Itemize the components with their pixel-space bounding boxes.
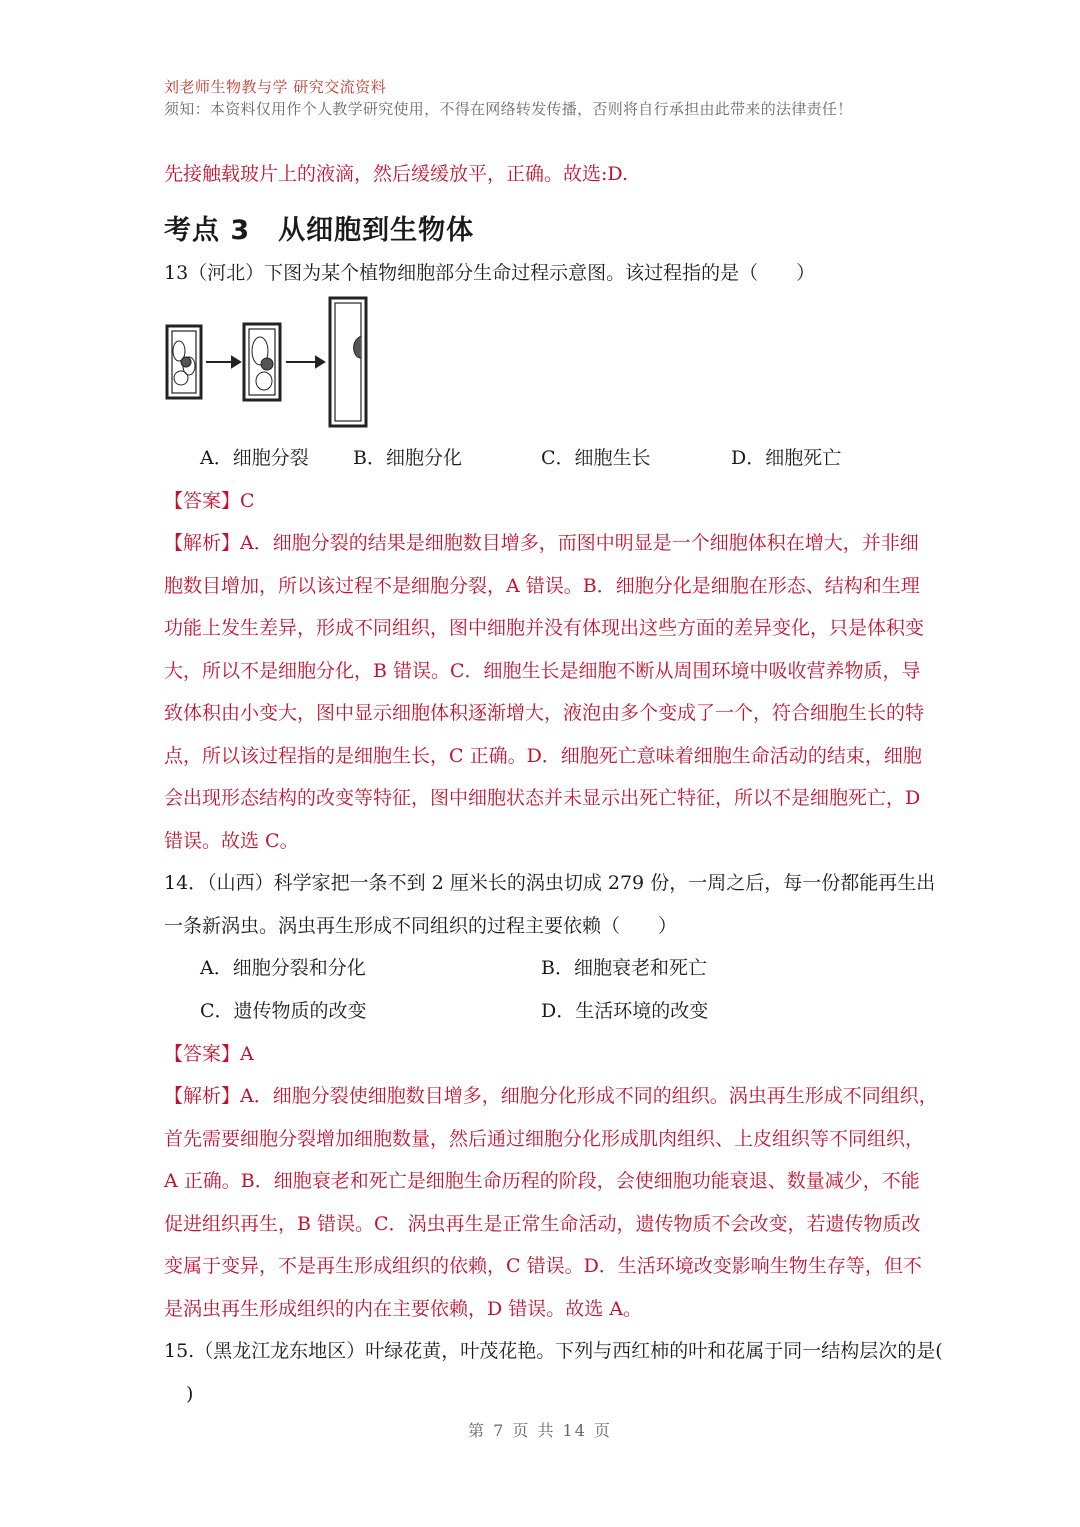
q14-analysis-line: 促进组织再生，B 错误。C．涡虫再生是正常生命活动，遗传物质不会改变，若遗传物质改 [164,1213,921,1235]
small-cell-2 [244,324,280,400]
q13-answer [164,489,255,513]
q14-option-c: C．遗传物质的改变 [200,1000,367,1022]
q13-option-c: C．细胞生长 [541,447,651,469]
q14-analysis-line: 是涡虫再生形成组织的内在主要依赖，D 错误。故选 A。 [164,1298,643,1320]
q13-analysis-line: 胞数目增加，所以该过程不是细胞分裂，A 错误。B．细胞分化是细胞在形态、结构和生理 [164,575,920,597]
q14-stem-line: 14．（山西）科学家把一条不到 2 厘米长的涡虫切成 279 份，一周之后，每一份都能再生出 [164,872,936,894]
q13-option-b: B．细胞分化 [353,447,462,469]
q15-stem-line: 15.（黑龙江龙东地区）叶绿花黄，叶茂花艳。下列与西红柿的叶和花属于同一结构层次的是( [164,1340,943,1362]
q13-analysis-line: 大，所以不是细胞分化，B 错误。C．细胞生长是细胞不断从周围环境中吸收营养物质，导 [164,660,921,682]
large-cell [330,298,366,426]
arrow-1 [206,357,240,367]
q14-answer [164,1042,254,1066]
analysis-text: A．细胞分裂的结果是细胞数目增多，而图中明显是一个细胞体积在增大，并非细 [240,532,919,554]
q14-analysis-line: 首先需要细胞分裂增加细胞数量，然后通过细胞分化形成肌肉组织、上皮组织等不同组织， [164,1128,925,1150]
q15-stem-line: ) [186,1383,194,1405]
q13-analysis-line: 致体积由小变大，图中显示细胞体积逐渐增大，液泡由多个变成了一个，符合细胞生长的特 [164,702,925,724]
answer-tag: 【答案】 [164,1043,241,1065]
q13-option-d: D．细胞死亡 [731,447,842,469]
answer-value: A [240,1043,254,1065]
q13-analysis-line: 功能上发生差异，形成不同组织，图中细胞并没有体现出这些方面的差异变化，只是体积变 [164,617,925,639]
arrow-2 [286,357,324,367]
analysis-text: A．细胞分裂使细胞数目增多，细胞分化形成不同的组织。涡虫再生形成不同组织， [240,1085,938,1107]
answer-tag: 【答案】 [164,490,241,512]
q14-analysis-line: 变属于变异，不是再生形成组织的依赖，C 错误。D．生活环境改变影响生物生存等，但不 [164,1255,922,1277]
analysis-tag: 【解析】 [164,1085,241,1107]
header-notice: 须知：本资料仅用作个人教学研究使用，不得在网络转发传播，否则将自行承担由此带来的法律责任！ [164,100,853,118]
q13-analysis-line: 错误。故选 C。 [164,830,299,852]
q14-stem-line: 一条新涡虫。涡虫再生形成不同组织的过程主要依赖（ ） [164,915,678,937]
answer-value: C [240,490,255,512]
q13-option-a: A．细胞分裂 [200,447,309,469]
page-footer: 第 7 页 共 14 页 [468,1421,612,1440]
q13-stem: 13（河北）下图为某个植物细胞部分生命过程示意图。该过程指的是（ ） [164,262,816,284]
plant-cell-growth-diagram [164,296,384,431]
q14-option-a: A．细胞分裂和分化 [200,957,366,979]
section-heading: 考点 3 从细胞到生物体 [164,215,475,246]
q14-analysis-line [164,1084,938,1108]
q14-option-b: B．细胞衰老和死亡 [541,957,707,979]
q14-option-d: D．生活环境的改变 [541,1000,709,1022]
q13-analysis-line [164,531,919,555]
small-cell-1 [167,326,201,398]
prev-answer-tail: 先接触载玻片上的液滴，然后缓缓放平，正确。故选:D. [164,163,628,185]
q13-analysis-line: 点，所以该过程指的是细胞生长，C 正确。D．细胞死亡意味着细胞生命活动的结束，细胞 [164,745,922,767]
analysis-tag: 【解析】 [164,532,241,554]
header-title: 刘老师生物教与学 研究交流资料 [164,78,387,96]
q13-analysis-line: 会出现形态结构的改变等特征，图中细胞状态并未显示出死亡特征，所以不是细胞死亡，D [164,787,921,809]
q14-analysis-line: A 正确。B．细胞衰老和死亡是细胞生命历程的阶段，会使细胞功能衰退、数量减少，不能 [164,1170,920,1192]
